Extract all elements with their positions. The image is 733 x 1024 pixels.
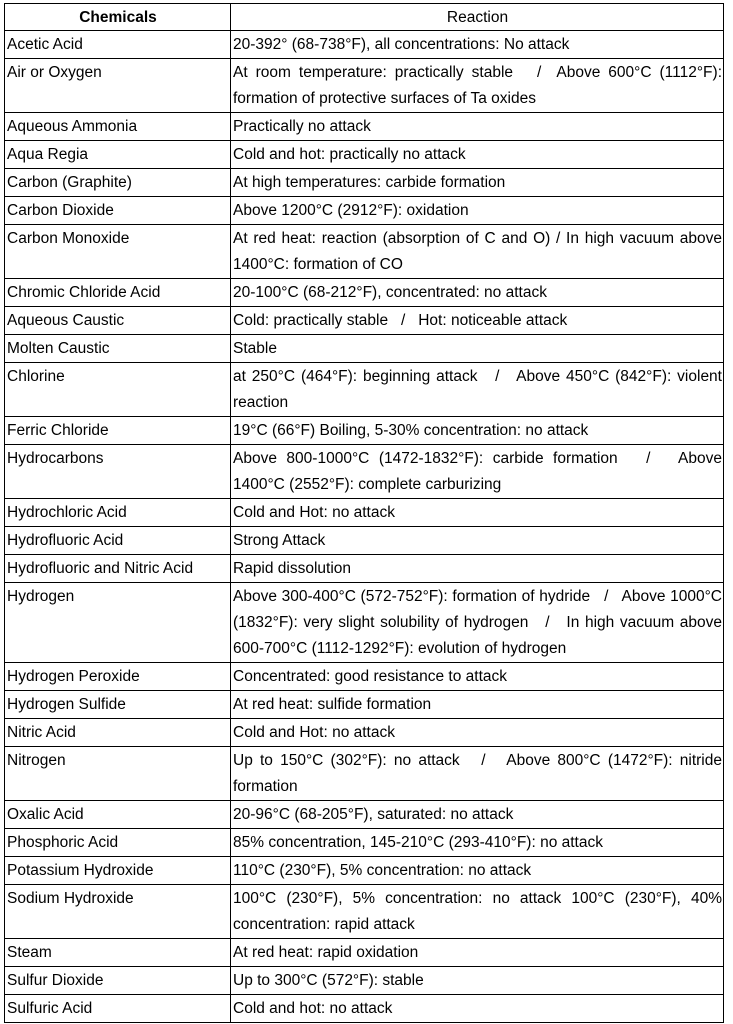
reaction-cell: 19°C (66°F) Boiling, 5-30% concentration: no attack — [231, 417, 724, 445]
table-row — [5, 691, 724, 719]
reaction-cell: at 250°C (464°F): beginning attack / Above 450°C (842°F): violent reaction — [231, 363, 724, 417]
reaction-cell: Up to 150°C (302°F): no attack / Above 800°C (1472°F): nitride formation — [231, 747, 724, 801]
table-row — [5, 939, 724, 967]
chemical-cell: Carbon Dioxide — [5, 197, 231, 225]
header-row — [5, 4, 724, 31]
chemical-cell: Carbon Monoxide — [5, 225, 231, 279]
table-row — [5, 663, 724, 691]
reaction-cell: 85% concentration, 145-210°C (293-410°F): no attack — [231, 829, 724, 857]
reaction-cell: Above 300-400°C (572-752°F): formation of hydride / Above 1000°C (1832°F): very slight solubility of hydrogen / In high vacuum above 600-700°C (1112-1292°F): evolution of hydrogen — [231, 583, 724, 663]
chemical-cell: Phosphoric Acid — [5, 829, 231, 857]
table-row — [5, 197, 724, 225]
reaction-cell: At red heat: sulfide formation — [231, 691, 724, 719]
chemical-cell: Carbon (Graphite) — [5, 169, 231, 197]
reaction-cell: At red heat: reaction (absorption of C and O) / In high vacuum above 1400°C: formation of CO — [231, 225, 724, 279]
table-row — [5, 583, 724, 663]
chemical-cell: Aqua Regia — [5, 141, 231, 169]
reaction-cell: Cold and Hot: no attack — [231, 719, 724, 747]
chemical-cell: Molten Caustic — [5, 335, 231, 363]
table-row — [5, 747, 724, 801]
header-reaction: Reaction — [231, 4, 724, 31]
chemical-cell: Hydrogen Sulfide — [5, 691, 231, 719]
table-row — [5, 225, 724, 279]
chemical-cell: Hydrogen — [5, 583, 231, 663]
table-row — [5, 829, 724, 857]
chemical-cell: Chlorine — [5, 363, 231, 417]
reaction-cell: Up to 300°C (572°F): stable — [231, 967, 724, 995]
chemical-resistance-table-container — [4, 3, 727, 1023]
reaction-cell: 20-392° (68-738°F), all concentrations: No attack — [231, 31, 724, 59]
table-row — [5, 719, 724, 747]
table-row — [5, 307, 724, 335]
chemical-cell: Nitric Acid — [5, 719, 231, 747]
chemical-cell: Potassium Hydroxide — [5, 857, 231, 885]
chemical-cell: Hydrogen Peroxide — [5, 663, 231, 691]
table-row — [5, 445, 724, 499]
table-row — [5, 169, 724, 197]
chemical-cell: Sulfuric Acid — [5, 995, 231, 1023]
table-row — [5, 499, 724, 527]
reaction-cell: Above 800-1000°C (1472-1832°F): carbide formation / Above 1400°C (2552°F): complete carburizing — [231, 445, 724, 499]
table-row — [5, 555, 724, 583]
table-row — [5, 113, 724, 141]
chemical-cell: Air or Oxygen — [5, 59, 231, 113]
chemical-cell: Hydrofluoric and Nitric Acid — [5, 555, 231, 583]
table-row — [5, 59, 724, 113]
table-row — [5, 885, 724, 939]
reaction-cell: Cold and Hot: no attack — [231, 499, 724, 527]
table-body — [5, 31, 727, 1023]
chemical-cell: Aqueous Caustic — [5, 307, 231, 335]
reaction-cell: 110°C (230°F), 5% concentration: no attack — [231, 857, 724, 885]
table-row — [5, 801, 724, 829]
chemical-cell: Sodium Hydroxide — [5, 885, 231, 939]
table-row — [5, 857, 724, 885]
reaction-cell: Cold and hot: no attack — [231, 995, 724, 1023]
chemical-resistance-table — [4, 3, 727, 1023]
chemical-cell: Hydrochloric Acid — [5, 499, 231, 527]
table-row — [5, 363, 724, 417]
chemical-cell: Acetic Acid — [5, 31, 231, 59]
chemical-cell: Nitrogen — [5, 747, 231, 801]
reaction-cell: 100°C (230°F), 5% concentration: no attack 100°C (230°F), 40% concentration: rapid attack — [231, 885, 724, 939]
reaction-cell: 20-100°C (68-212°F), concentrated: no attack — [231, 279, 724, 307]
reaction-cell: Strong Attack — [231, 527, 724, 555]
reaction-cell: Concentrated: good resistance to attack — [231, 663, 724, 691]
table-row — [5, 527, 724, 555]
reaction-cell: At high temperatures: carbide formation — [231, 169, 724, 197]
reaction-cell: Above 1200°C (2912°F): oxidation — [231, 197, 724, 225]
chemical-cell: Steam — [5, 939, 231, 967]
reaction-cell: At room temperature: practically stable / Above 600°C (1112°F): formation of protective surfaces of Ta oxides — [231, 59, 724, 113]
chemical-cell: Hydrocarbons — [5, 445, 231, 499]
chemical-cell: Chromic Chloride Acid — [5, 279, 231, 307]
table-row — [5, 995, 724, 1023]
reaction-cell: Stable — [231, 335, 724, 363]
chemical-cell: Aqueous Ammonia — [5, 113, 231, 141]
table-row — [5, 417, 724, 445]
header-chemicals: Chemicals — [5, 4, 231, 31]
table-row — [5, 141, 724, 169]
reaction-cell: Cold and hot: practically no attack — [231, 141, 724, 169]
reaction-cell: Practically no attack — [231, 113, 724, 141]
reaction-cell: Cold: practically stable / Hot: noticeable attack — [231, 307, 724, 335]
table-row — [5, 279, 724, 307]
table-row — [5, 31, 724, 59]
table-row — [5, 335, 724, 363]
table-row — [5, 967, 724, 995]
reaction-cell: 20-96°C (68-205°F), saturated: no attack — [231, 801, 724, 829]
reaction-cell: Rapid dissolution — [231, 555, 724, 583]
chemical-cell: Ferric Chloride — [5, 417, 231, 445]
reaction-cell: At red heat: rapid oxidation — [231, 939, 724, 967]
chemical-cell: Sulfur Dioxide — [5, 967, 231, 995]
chemical-cell: Oxalic Acid — [5, 801, 231, 829]
chemical-cell: Hydrofluoric Acid — [5, 527, 231, 555]
